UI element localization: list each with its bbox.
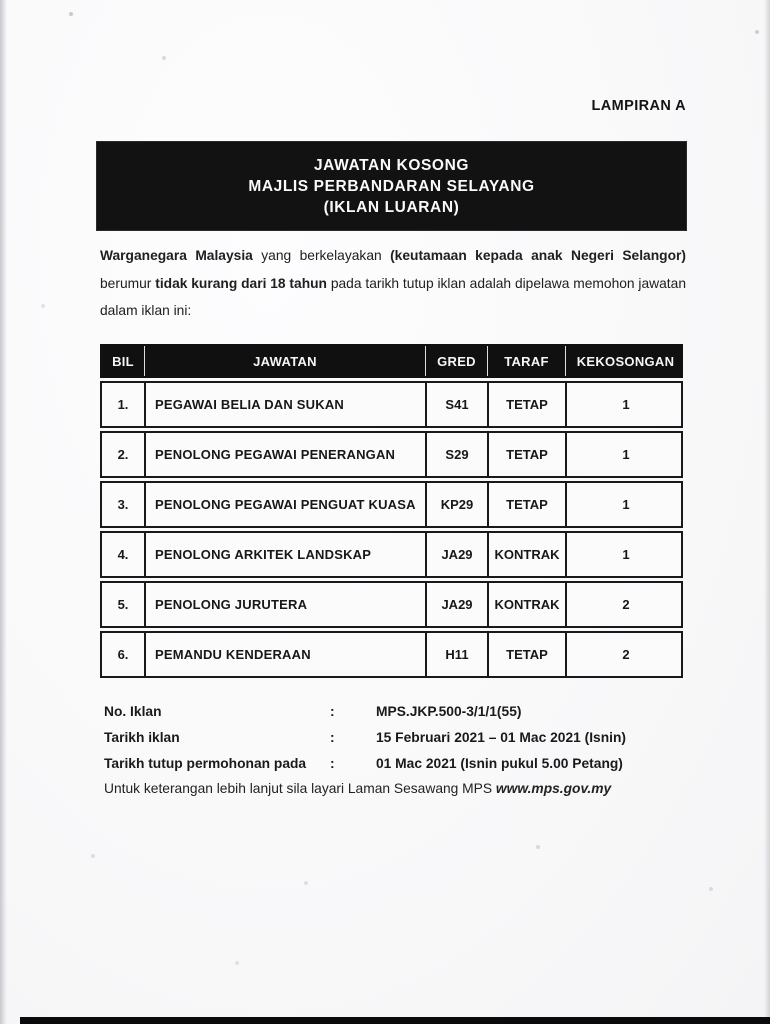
scan-edge-right <box>764 0 770 1024</box>
footer-note <box>104 776 686 802</box>
text-segment: Untuk keterangan lebih lanjut sila layari Laman Sesawang MPS <box>104 781 496 796</box>
table-row <box>100 431 683 478</box>
cell-bil: 6. <box>117 647 129 662</box>
meta-label: Tarikh iklan <box>104 730 180 745</box>
meta-separator: : <box>330 704 335 719</box>
cell-taraf: KONTRAK <box>487 533 565 576</box>
cell-gred: JA29 <box>425 583 487 626</box>
text-segment: tidak kurang dari 18 tahun <box>155 275 327 291</box>
cell-taraf: TETAP <box>487 633 565 676</box>
cell-jawatan: PENOLONG PEGAWAI PENERANGAN <box>144 433 425 476</box>
text-segment: berumur <box>100 275 156 291</box>
column-header-kekosongan: KEKOSONGAN <box>565 346 685 376</box>
table-row <box>100 581 683 628</box>
cell-bil: 3. <box>117 497 129 512</box>
cell-taraf: TETAP <box>487 433 565 476</box>
cell-taraf: TETAP <box>487 483 565 526</box>
cell-kekosongan: 2 <box>565 583 685 626</box>
cell-jawatan: PENOLONG PEGAWAI PENGUAT KUASA <box>144 483 425 526</box>
cell-jawatan: PEMANDU KENDERAAN <box>144 633 425 676</box>
table-row <box>100 481 683 528</box>
meta-label: Tarikh tutup permohonan pada <box>104 756 307 771</box>
cell-jawatan: PEGAWAI BELIA DAN SUKAN <box>144 383 425 426</box>
text-segment: www.mps.gov.my <box>495 781 612 796</box>
table-row <box>100 381 683 428</box>
banner-line: (IKLAN LUARAN) <box>323 198 460 216</box>
meta-row <box>104 751 686 777</box>
table-row <box>100 531 683 578</box>
meta-separator: : <box>330 756 335 771</box>
title-banner <box>97 142 686 230</box>
banner-line: MAJLIS PERBANDARAN SELAYANG <box>248 177 535 195</box>
cell-bil: 5. <box>117 597 129 612</box>
cell-gred: S29 <box>425 433 487 476</box>
cell-gred: H11 <box>425 633 487 676</box>
column-header-gred: GRED <box>425 346 487 376</box>
meta-value: 01 Mac 2021 (Isnin pukul 5.00 Petang) <box>376 756 623 771</box>
table-row <box>100 631 683 678</box>
lampiran-label: LAMPIRAN A <box>591 98 686 114</box>
meta-row <box>104 725 686 751</box>
scan-edge-left <box>0 0 7 1024</box>
cell-jawatan: PENOLONG ARKITEK LANDSKAP <box>144 533 425 576</box>
meta-row <box>104 699 686 725</box>
meta-value: 15 Februari 2021 – 01 Mac 2021 (Isnin) <box>376 730 627 745</box>
cell-bil: 2. <box>117 447 129 462</box>
text-segment: yang berkelayakan <box>252 248 391 263</box>
text-segment: Warganegara Malaysia <box>100 248 253 263</box>
table-header-row <box>100 344 683 378</box>
cell-taraf: KONTRAK <box>487 583 565 626</box>
intro-paragraph <box>100 242 686 325</box>
cell-gred: KP29 <box>425 483 487 526</box>
meta-value: MPS.JKP.500-3/1/1(55) <box>376 704 522 719</box>
table-body <box>100 381 683 678</box>
scan-dust-specks <box>0 0 2 2</box>
cell-kekosongan: 1 <box>565 533 685 576</box>
cell-taraf: TETAP <box>487 383 565 426</box>
cell-kekosongan: 1 <box>565 483 685 526</box>
cell-kekosongan: 2 <box>565 633 685 676</box>
meta-separator: : <box>330 730 335 745</box>
scan-edge-bottom <box>20 1017 770 1024</box>
cell-kekosongan: 1 <box>565 433 685 476</box>
cell-bil: 1. <box>117 397 129 412</box>
vacancy-table <box>100 344 683 678</box>
text-segment: pada tarikh tutup iklan adalah dipelawa memohon jawatan dalam iklan ini: <box>100 275 686 318</box>
advert-meta <box>104 699 686 777</box>
cell-gred: S41 <box>425 383 487 426</box>
cell-jawatan: PENOLONG JURUTERA <box>144 583 425 626</box>
column-header-bil: BIL <box>112 353 134 369</box>
column-header-jawatan: JAWATAN <box>144 346 425 376</box>
banner-line: JAWATAN KOSONG <box>313 156 470 174</box>
cell-bil: 4. <box>117 547 129 562</box>
cell-kekosongan: 1 <box>565 383 685 426</box>
meta-label: No. Iklan <box>104 704 162 719</box>
column-header-taraf: TARAF <box>487 346 565 376</box>
cell-gred: JA29 <box>425 533 487 576</box>
text-segment: (keutamaan kepada anak Negeri Selangor) <box>390 248 686 263</box>
